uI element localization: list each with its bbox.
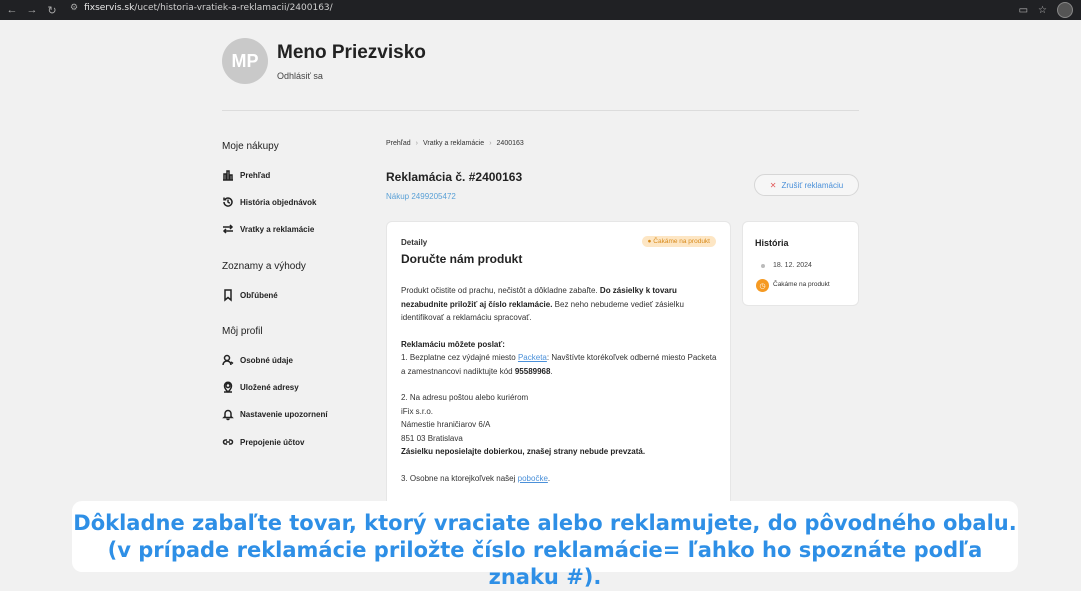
- avatar: MP: [222, 38, 268, 84]
- details-body: [401, 284, 721, 498]
- sidebar-item-label: Uložené adresy: [240, 382, 299, 392]
- exchange-icon: [222, 223, 234, 235]
- cancel-claim-button[interactable]: [754, 174, 859, 196]
- sidebar-item-personal-data[interactable]: [222, 354, 293, 366]
- send-heading: Reklamáciu môžete poslať:: [401, 339, 505, 349]
- site-info-icon[interactable]: ⚙: [70, 3, 79, 13]
- breadcrumb-current: 2400163: [496, 140, 524, 147]
- sidebar-item-label: Osobné údaje: [240, 355, 293, 365]
- breadcrumb-separator: ›: [489, 140, 492, 147]
- intro-text-end: Bez neho nebudeme vedieť zásielku identifikovať a reklamáciu spracovať.: [401, 299, 684, 322]
- packeta-code: 95589968: [514, 366, 551, 376]
- history-status: Čakáme na produkt: [773, 281, 830, 288]
- url-host: fixservis.sk: [84, 3, 135, 13]
- branch-link[interactable]: pobočke: [517, 473, 548, 483]
- sidebar-item-label: Nastavenie upozornení: [240, 409, 328, 419]
- bookmark-star-icon[interactable]: ☆: [1038, 4, 1047, 16]
- sidebar-item-label: Prepojenie účtov: [240, 437, 305, 447]
- sidebar-item-returns[interactable]: [222, 223, 314, 235]
- breadcrumb-overview[interactable]: Prehľad: [386, 140, 411, 147]
- logout-link[interactable]: Odhlásiť sa: [277, 71, 323, 81]
- tab-search-icon[interactable]: ▭: [1018, 4, 1029, 16]
- sidebar-item-addresses[interactable]: [222, 381, 299, 393]
- page-title: Reklamácia č. #2400163: [386, 170, 523, 184]
- history-date: 18. 12. 2024: [773, 262, 812, 269]
- cancel-claim-label: Zrušiť reklamáciu: [781, 180, 844, 190]
- sidebar-item-linked-accounts[interactable]: [222, 436, 304, 448]
- option1-text: 1. Bezplatne cez výdajné miesto: [401, 353, 516, 362]
- address-street: Námestie hraničiarov 6/A: [401, 420, 491, 429]
- status-badge-text: Čakáme na produkt: [653, 238, 710, 245]
- cod-warning: Zásielku neposielajte dobierkou, znašej strany nebude prevzatá.: [401, 447, 646, 456]
- profile-avatar[interactable]: [1057, 2, 1073, 18]
- option3-text: 3. Osobne na ktorejkoľvek našej: [401, 473, 516, 483]
- address-city: 851 03 Bratislava: [401, 433, 463, 443]
- history-title: História: [755, 238, 789, 248]
- details-card: [386, 221, 731, 511]
- browser-toolbar: [0, 0, 1081, 20]
- caption-line-1: Dôkladne zabaľte tovar, ktorý vraciate alebo reklamujete, do pôvodného obalu.: [73, 511, 1017, 535]
- details-heading: Doručte nám produkt: [401, 252, 523, 266]
- option2-heading: 2. Na adresu poštou alebo kuriérom: [401, 393, 529, 402]
- bookmark-icon: [222, 289, 234, 301]
- user-icon: [222, 354, 234, 366]
- header-divider: [222, 110, 859, 111]
- caption-line-2: (v prípade reklamácie priložte číslo reklamácie= ľahko ho spoznáte podľa znaku #).: [107, 538, 983, 589]
- reload-icon[interactable]: ↻: [47, 4, 57, 17]
- order-link[interactable]: Nákup 2499205472: [386, 192, 456, 201]
- chart-icon: [222, 169, 234, 181]
- sidebar-heading-lists: Zoznamy a výhody: [222, 261, 306, 272]
- link-icon: [222, 436, 234, 448]
- sidebar-item-label: Obľúbené: [240, 290, 278, 300]
- address-company: iFix s.r.o.: [401, 406, 434, 416]
- sidebar-item-order-history[interactable]: [222, 196, 316, 208]
- option2: [401, 391, 721, 459]
- timeline-dot: [761, 264, 765, 268]
- caption-overlay: [72, 501, 1018, 589]
- sidebar-item-label: Vratky a reklamácie: [240, 224, 315, 234]
- bell-icon: [222, 408, 234, 420]
- option3: [401, 472, 721, 486]
- clock-icon: ◷: [756, 279, 769, 292]
- details-label: Detaily: [401, 238, 428, 247]
- sidebar-heading-profile: Môj profil: [222, 326, 263, 337]
- sidebar-heading-purchases: Moje nákupy: [222, 141, 279, 152]
- intro-text: Produkt očistite od prachu, nečistôt a dôkladne zabaľte.: [401, 286, 598, 295]
- breadcrumb-separator: ›: [415, 140, 418, 147]
- sidebar-item-overview[interactable]: [222, 169, 270, 181]
- address-bar[interactable]: [70, 3, 333, 13]
- option1-text-rest: : Navštívte ktorékoľvek odberné miesto Packeta a zamestnancovi nadiktujte kód: [401, 353, 717, 376]
- location-icon: [222, 381, 234, 393]
- browser-actions: [1019, 2, 1073, 18]
- sidebar-item-label: História objednávok: [240, 197, 317, 207]
- details-intro: [401, 284, 721, 325]
- history-icon: [222, 196, 234, 208]
- forward-icon[interactable]: →: [26, 4, 38, 16]
- send-options: Reklamáciu môžete poslať: 1. Bezplatne cez výdajné miesto Packeta: Navštívte ktorékoľvek odberné miesto Packeta a zamestnancovi nadiktujte kód 95589968.: [401, 339, 717, 376]
- sidebar-item-favorites[interactable]: [222, 289, 278, 301]
- back-icon[interactable]: ←: [6, 4, 18, 16]
- sidebar-item-label: Prehľad: [240, 170, 271, 180]
- history-card: [742, 221, 859, 306]
- intro-bold: Do zásielky k tovaru nezabudnite priložiť aj číslo reklamácie.: [401, 286, 677, 309]
- url-path: /ucet/historia-vratiek-a-reklamacii/2400163/: [134, 3, 333, 13]
- breadcrumb: [386, 140, 524, 147]
- user-name: Meno Priezvisko: [277, 42, 426, 63]
- close-icon: ✕: [769, 180, 777, 190]
- status-badge: ● Čakáme na produkt: [642, 236, 716, 247]
- option3-end: .: [547, 473, 551, 483]
- sidebar-item-notifications[interactable]: [222, 408, 328, 420]
- packeta-link[interactable]: Packeta: [517, 353, 547, 362]
- breadcrumb-returns[interactable]: Vratky a reklamácie: [422, 140, 485, 147]
